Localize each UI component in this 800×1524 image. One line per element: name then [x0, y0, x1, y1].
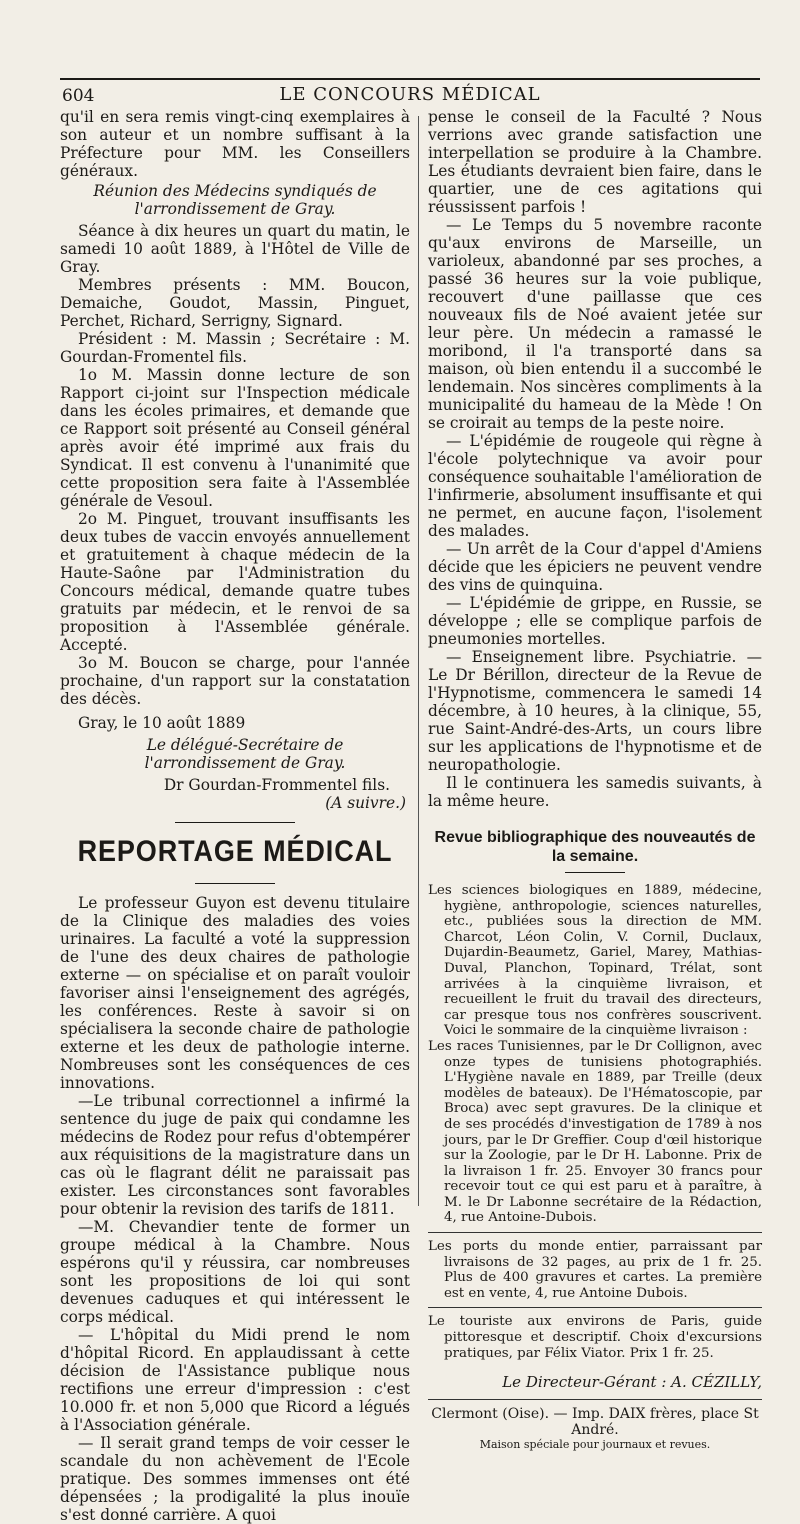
two-column-body: [60, 108, 762, 1524]
paragraph: Il le continuera les samedis suivants, à la même heure.: [428, 774, 762, 810]
paragraph: Président : M. Massin ; Secrétaire : M. Gourdan-Fromentel fils.: [60, 330, 410, 366]
paragraph: Séance à dix heures un quart du matin, le samedi 10 août 1889, à l'Hôtel de Ville de Gray.: [60, 222, 410, 276]
page-header: [60, 60, 760, 110]
delegate-line: Le délégué-Secrétaire de l'arrondissement de Gray.: [144, 736, 346, 772]
separator-rule: [428, 1307, 762, 1308]
left-column: [60, 108, 410, 1524]
printer-line: Clermont (Oise). — Imp. DAIX frères, place St André.: [431, 1406, 759, 1439]
journal-page: [60, 60, 762, 1524]
paragraph: — L'hôpital du Midi prend le nom d'hôpital Ricord. En applaudissant à cette décision de l'Assistance publique nous rectifions une erreur d'impression : c'est 10.000 fr. et non 5,000 que Ricord a légués à l'Association générale.: [60, 1326, 410, 1434]
bibliography-entry: Les sciences biologiques en 1889, médecine, hygiène, anthropologie, sciences naturelles, etc., publiées sous la direction de MM. Charcot, Léon Colin, V. Cornil, Duclaux, Dujardin-Beaumetz, Gariel, Marey, Mathias-Duval, Planchon, Topinard, Trélat, sont arrivées à la cinquième livraison, et recueillent le fruit du travail des directeurs, car presque tous nos confrères souscrivent. Voici le sommaire de la cinquième livraison :: [428, 883, 762, 1039]
date-line: Gray, le 10 août 1889: [78, 714, 246, 732]
section-heading-revue: Revue bibliographique des nouveautés de la semaine.: [434, 829, 756, 865]
paragraph: Membres présents : MM. Boucon, Demaiche, Goudot, Massin, Pinguet, Perchet, Richard, Serrigny, Signard.: [60, 276, 410, 330]
section-heading-reportage: REPORTAGE MÉDICAL: [77, 835, 393, 868]
separator-rule: [195, 883, 275, 884]
page-number: 604: [62, 86, 95, 106]
to-be-continued: (A suivre.): [325, 794, 406, 812]
paragraph: qu'il en sera remis vingt-cinq exemplaires à son auteur et un nombre suffisant à la Préfecture pour MM. les Conseillers généraux.: [60, 108, 410, 180]
bibliography-entry: Les ports du monde entier, parraissant par livraisons de 32 pages, au prix de 1 fr. 25. Plus de 400 gravures et cartes. La première est en vente, 4, rue Antoine Dubois.: [428, 1239, 762, 1301]
printer-specialty: Maison spéciale pour journaux et revues.: [479, 1438, 711, 1452]
separator-rule: [175, 822, 295, 823]
paragraph: — L'épidémie de rougeole qui règne à l'école polytechnique va avoir pour conséquence souhaitable l'amélioration de l'infirmerie, absolument insuffisante et qui ne permet, en aucune façon, l'isolement des malades.: [428, 432, 762, 540]
paragraph: 1o M. Massin donne lecture de son Rapport ci-joint sur l'Inspection médicale dans les écoles primaires, et demande que ce Rapport soit présenté au Conseil général après avoir été imprimé aux frais du Syndicat. Il est convenu à l'unanimité que cette proposition sera faite à l'Assemblée générale de Vesoul.: [60, 366, 410, 510]
paragraph: — Un arrêt de la Cour d'appel d'Amiens décide que les épiciers ne peuvent vendre des vins de quinquina.: [428, 540, 762, 594]
paragraph: —M. Chevandier tente de former un groupe médical à la Chambre. Nous espérons qu'il y réussira, car nombreuses sont les propositions de loi qui sont devenues caduques et qui intéressent le corps médical.: [60, 1218, 410, 1326]
paragraph: Le professeur Guyon est devenu titulaire de la Clinique des maladies des voies urinaires. La faculté a voté la suppression de l'une des deux chaires de pathologie externe — on spécialise et on paraît vouloir favoriser ainsi l'enseignement des agrégés, les conférences. Reste à savoir si on spécialisera la seconde chaire de pathologie externe et les deux de pathologie interne. Nombreuses sont les conséquences de ces innovations.: [60, 894, 410, 1092]
paragraph: 3o M. Boucon se charge, pour l'année prochaine, d'un rapport sur la constatation des décès.: [60, 654, 410, 708]
paragraph: — L'épidémie de grippe, en Russie, se développe ; elle se complique parfois de pneumonies mortelles.: [428, 594, 762, 648]
signature: Dr Gourdan-Frommentel fils.: [163, 776, 390, 794]
bibliography-entry: Le touriste aux environs de Paris, guide pittoresque et descriptif. Choix d'excursions pratiques, par Félix Viator. Prix 1 fr. 25.: [428, 1314, 762, 1361]
separator-rule: [428, 1399, 762, 1400]
separator-rule: [565, 872, 625, 873]
paragraph: pense le conseil de la Faculté ? Nous verrions avec grande satisfaction une interpellation se produire à la Chambre. Les étudiants devraient bien faire, dans le quartier, une de ces agitations qui réussissent parfois !: [428, 108, 762, 216]
paragraph: — Enseignement libre. Psychiatrie. — Le Dr Bérillon, directeur de la Revue de l'Hypnotisme, commencera le samedi 14 décembre, à 10 heures, à la clinique, 55, rue Saint-André-des-Arts, un cours libre sur les applications de l'hypnotisme et de neuropathologie.: [428, 648, 762, 774]
separator-rule: [428, 1232, 762, 1233]
bibliography-entry: Les races Tunisiennes, par le Dr Collignon, avec onze types de tunisiens photographiés. L'Hygiène navale en 1889, par Treille (deux modèles de bateaux). De l'Hématoscopie, par Broca) avec sept gravures. De la clinique et de ses procédés d'investigation de 1789 à nos jours, par le Dr Greffier. Coup d'œil historique sur la Zoologie, par le Dr H. Labonne. Prix de la livraison 1 fr. 25. Envoyer 30 francs pour recevoir tout ce qui est paru et à paraître, à M. le Dr Labonne secrétaire de la Rédaction, 4, rue Antoine-Dubois.: [428, 1038, 762, 1226]
column-divider: [418, 116, 419, 1206]
paragraph: — Le Temps du 5 novembre raconte qu'aux environs de Marseille, un varioleux, abandonné par ses proches, a passé 36 heures sur la voie publique, recouvert d'une paillasse que ces nouveaux fils de Noé avaient jetée sur leur père. Un médecin a ramassé le moribond, il l'a transporté dans sa maison, où bien entendu il a succombé le lendemain. Nos sincères compliments à la municipalité du hameau de la Mède ! On se croirait au temps de la peste noire.: [428, 216, 762, 432]
editor-line: Le Directeur-Gérant : A. CÉZILLY,: [502, 1373, 762, 1392]
journal-title: LE CONCOURS MÉDICAL: [279, 84, 541, 105]
header-rule: [60, 78, 760, 80]
section-title-reunion: Réunion des Médecins syndiqués de l'arrondissement de Gray.: [93, 182, 377, 218]
paragraph: 2o M. Pinguet, trouvant insuffisants les deux tubes de vaccin envoyés annuellement et gratuitement à chaque médecin de la Haute-Saône par l'Administration du Concours médical, demande quatre tubes gratuits par médecin, et le renvoi de sa proposition à l'Assemblée générale. Accepté.: [60, 510, 410, 654]
paragraph: —Le tribunal correctionnel a infirmé la sentence du juge de paix qui condamne les médecins de Rodez pour refus d'obtempérer aux réquisitions de la magistrature dans un cas où le flagrant délit ne paraissait pas exister. Les circonstances sont favorables pour obtenir la revision des tarifs de 1811.: [60, 1092, 410, 1218]
right-column: [428, 108, 762, 1451]
paragraph: — Il serait grand temps de voir cesser le scandale du non achèvement de l'Ecole pratique. Des sommes immenses ont été dépensées ; la prodigalité la plus inouïe s'est donné carrière. A quoi: [60, 1434, 410, 1524]
